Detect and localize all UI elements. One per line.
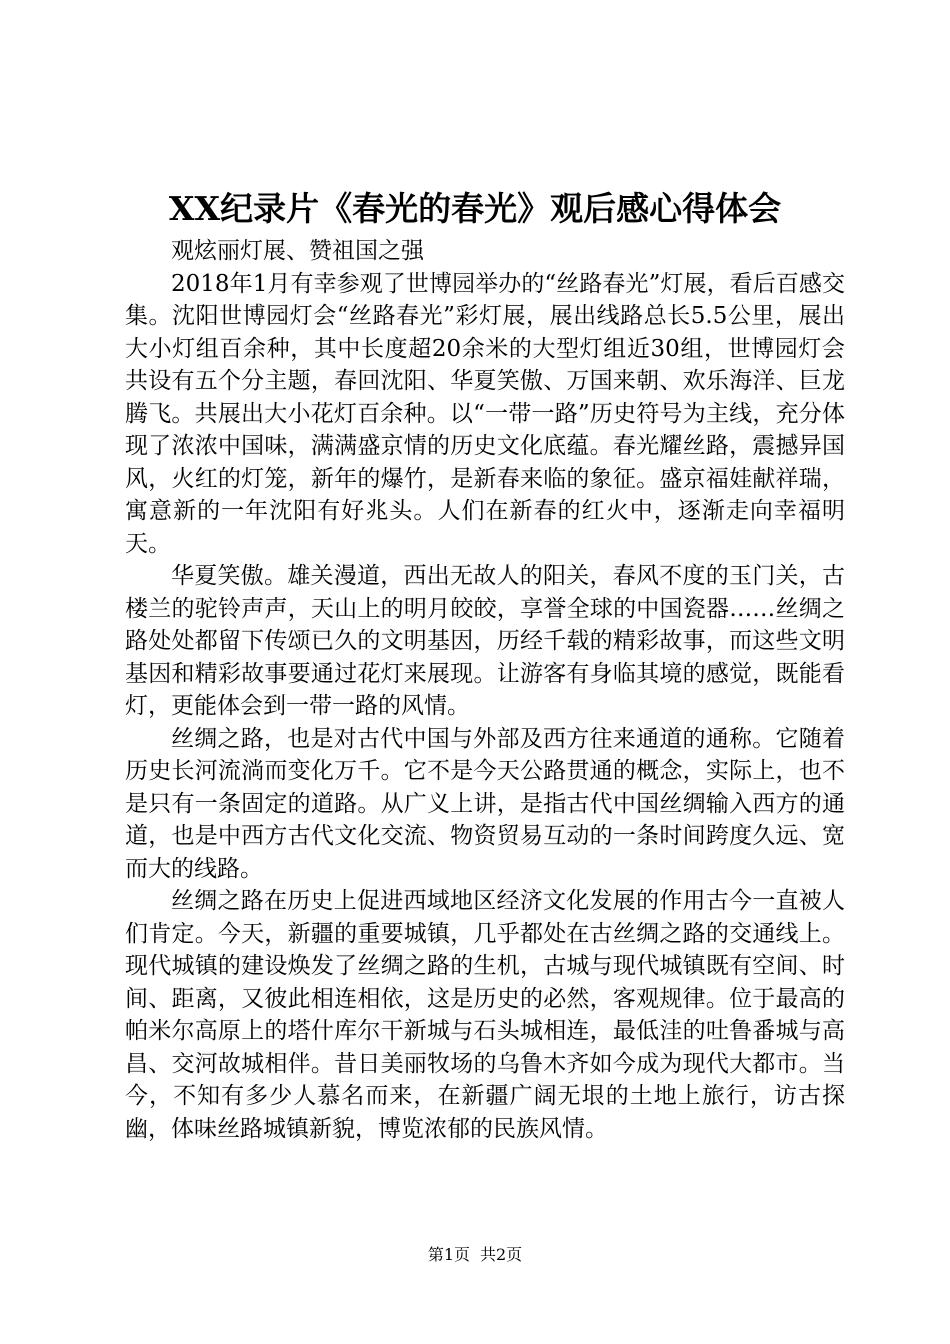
document-subtitle: 观炫丽灯展、赞祖国之强: [171, 238, 424, 264]
paragraph-1: 2018年1月有幸参观了世博园举办的“丝路春光”灯展，看后百感交集。沈阳世博园灯会“丝路春光”彩灯展，展出线路总长5.5公里，展出大小灯组百余种，其中长度超20余米的大型灯组近30组，世博园灯会共设有五个分主题，春回沈阳、华夏笑傲、万国来朝、欢乐海洋、巨龙腾飞。共展出大小花灯百余种。以“一带一路”历史符号为主线，充分体现了浓浓中国味，满满盛京情的历史文化底蕴。春光耀丝路，震撼异国风，火红的灯笼，新年的爆竹，是新春来临的象征。盛京福娃献祥瑞，寓意新的一年沈阳有好兆头。人们在新春的红火中，逐渐走向幸福明天。: [125, 270, 845, 557]
page-number: 第1页: [427, 1245, 470, 1264]
page-total: 共2页: [480, 1245, 523, 1264]
paragraph-4: 丝绸之路在历史上促进西域地区经济文化发展的作用古今一直被人们肯定。今天，新疆的重要城镇，几乎都处在古丝绸之路的交通线上。现代城镇的建设焕发了丝绸之路的生机，古城与现代城镇既有空间、时间、距离，又彼此相连相依，这是历史的必然，客观规律。位于最高的帕米尔高原上的塔什库尔干新城与石头城相连，最低洼的吐鲁番城与高昌、交河故城相伴。昔日美丽牧场的乌鲁木齐如今成为现代大都市。当今，不知有多少人慕名而来，在新疆广阔无垠的土地上旅行，访古探幽，体味丝路城镇新貌，博览浓郁的民族风情。: [125, 888, 845, 1142]
document-body: [125, 235, 845, 1145]
paragraph-3: 丝绸之路，也是对古代中国与外部及西方往来通道的通称。它随着历史长河流淌而变化万千。它不是今天公路贯通的概念，实际上，也不是只有一条固定的道路。从广义上讲，是指古代中国丝绸输入西方的通道，也是中西方古代文化交流、物资贸易互动的一条时间跨度久远、宽而大的线路。: [125, 725, 845, 882]
document-title: XX纪录片《春光的春光》观后感心得体会: [168, 189, 782, 228]
paragraph-2: 华夏笑傲。雄关漫道，西出无故人的阳关，春风不度的玉门关，古楼兰的驼铃声声，天山上的明月皎皎，享誉全球的中国瓷器……丝绸之路处处都留下传颂已久的文明基因，历经千载的精彩故事，而这些文明基因和精彩故事要通过花灯来展现。让游客有身临其境的感觉，既能看灯，更能体会到一带一路的风情。: [125, 563, 845, 719]
page-footer: [0, 1243, 950, 1267]
